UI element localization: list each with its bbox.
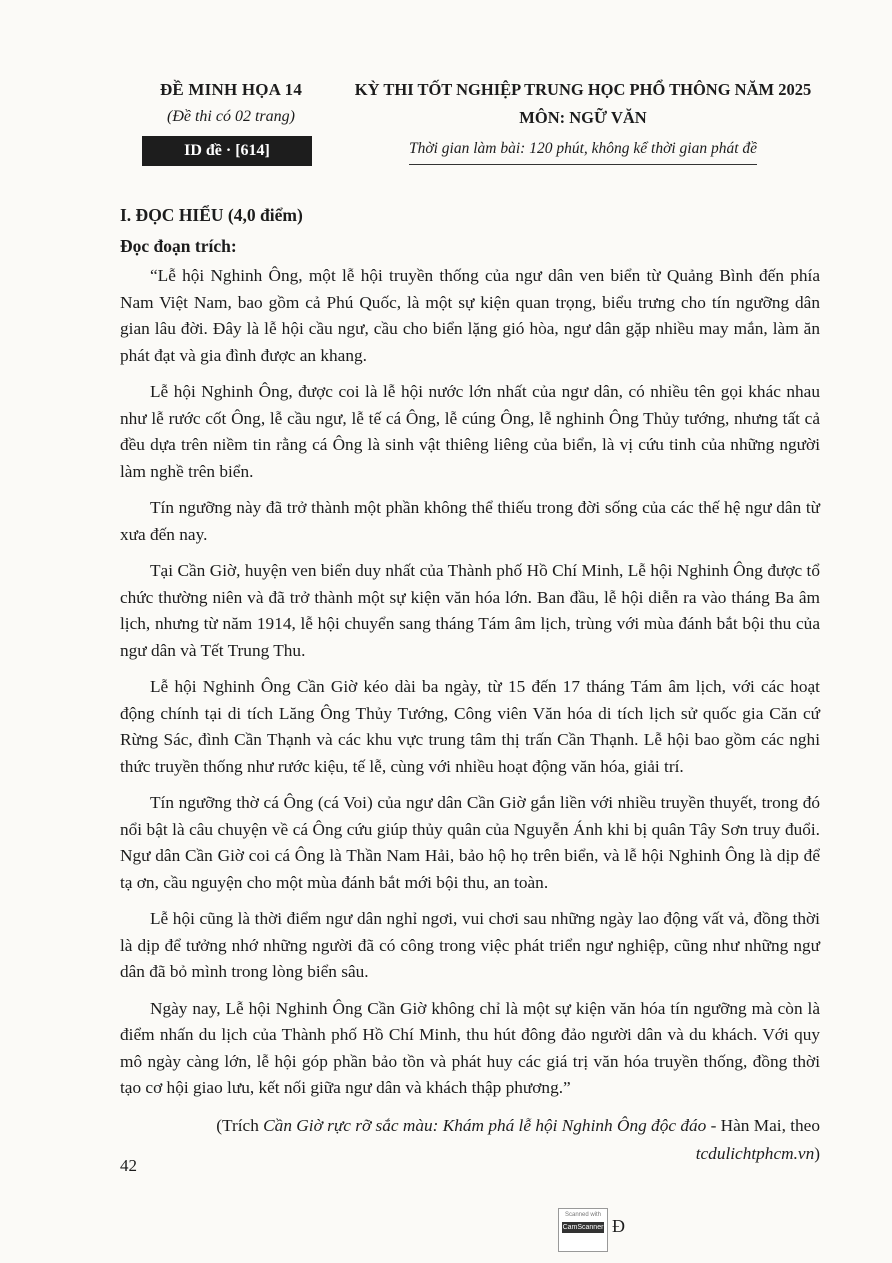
read-passage-label: Đọc đoạn trích: [120,235,237,256]
passage-paragraph: Tín ngưỡng này đã trở thành một phần không thể thiếu trong đời sống của các thế hệ ngư dân từ xưa đến nay. [120,498,820,544]
citation-prefix: (Trích [216,1115,264,1135]
exam-header-left [136,80,326,166]
passage-paragraph: Tại Cần Giờ, huyện ven biển duy nhất của Thành phố Hồ Chí Minh, Lễ hội Nghinh Ông được tổ chức thường niên và đã trở thành một sự kiện văn hóa lớn. Ban đầu, lễ hội diễn ra vào tháng Ba âm lịch, nhưng từ năm 1914, lễ hội chuyển sang tháng Tám âm lịch, trùng với mùa đánh bắt bội thu của ngư dân và Tết Trung Thu. [120,561,820,660]
citation-source: tcdulichtphcm.vn [695,1143,815,1163]
passage-paragraph: Ngày nay, Lễ hội Nghinh Ông Cần Giờ không chỉ là một sự kiện văn hóa tín ngưỡng mà còn là điểm nhấn du lịch của Thành phố Hồ Chí Minh, thu hút đông đảo người dân và du khách. Với quy mô ngày càng lớn, lễ hội góp phần bảo tồn và phát huy các giá trị văn hóa truyền thống, đồng thời tạo cơ hội giao lưu, kết nối giữa ngư dân và khách thập phương.” [120,998,820,1097]
exam-title: KỲ THI TỐT NGHIỆP TRUNG HỌC PHỔ THÔNG NĂM 2025 [354,80,812,99]
passage-paragraph: Lễ hội Nghinh Ông, được coi là lễ hội nước lớn nhất của ngư dân, có nhiều tên gọi khác nhau như lễ rước cốt Ông, lễ cầu ngư, lễ tế cá Ông, lễ cúng Ông, lễ nghinh Ông Thủy tướng, nhưng tất cả đều dựa trên niềm tin rằng cá Ông là sinh vật thiêng liêng của biển, là vị cứu tinh của những người làm nghề trên biển. [120,382,820,481]
citation-title: Cần Giờ rực rỡ sắc màu: Khám phá lễ hội Nghinh Ông độc đáo [263,1115,707,1135]
camscanner-watermark [558,1208,608,1252]
passage-paragraph: “Lễ hội Nghinh Ông, một lễ hội truyền thống của ngư dân ven biển từ Quảng Bình đến phía Nam Việt Nam, bao gồm cả Phú Quốc, là một sự kiện quan trọng, biểu trưng cho tín ngưỡng dân gian lâu đời. Đây là lễ hội cầu ngư, cầu cho biển lặng gió hòa, ngư dân gặp nhiều may mắn, làm ăn phát đạt và gia đình được an khang. [120,266,820,365]
scanner-caption: Scanned with [564,1212,602,1218]
citation-author: - Hàn Mai, theo [706,1115,820,1135]
section-heading: I. ĐỌC HIỂU (4,0 điểm) [120,205,303,225]
source-citation [120,1112,820,1168]
page-number: 42 [120,1156,137,1175]
scanner-logo: CamScanner [562,1224,604,1231]
exam-id-badge: ID đề · [614] [142,136,312,166]
exam-code: ĐỀ MINH HỌA 14 [159,80,303,99]
passage-paragraph: Tín ngưỡng thờ cá Ông (cá Voi) của ngư dân Cần Giờ gắn liền với nhiều truyền thuyết, trong đó nổi bật là câu chuyện về cá Ông cứu giúp thủy quân của Nguyễn Ánh khi bị quân Tây Sơn truy đuổi. Ngư dân Cần Giờ coi cá Ông là Thần Nam Hải, bảo hộ họ trên biển, và lễ hội Nghinh Ông là dịp để tạ ơn, cầu nguyện cho một mùa đánh bắt mới bội thu, an toàn. [120,793,820,892]
passage-paragraph: Lễ hội cũng là thời điểm ngư dân nghỉ ngơi, vui chơi sau những ngày lao động vất vả, đồng thời là dịp để tưởng nhớ những người đã có công trong việc phát triển ngư nghiệp, cũng như những ngư dân đã bỏ mình trong lòng biển sâu. [120,909,820,981]
exam-subject: MÔN: NGỮ VĂN [519,108,647,127]
citation-suffix: ) [814,1143,820,1163]
reading-section [120,202,820,1168]
trailing-glyph: Đ [612,1216,625,1236]
exam-header-right [348,80,818,165]
page-count-note: (Đề thi có 02 trang) [167,108,295,125]
passage-paragraph: Lễ hội Nghinh Ông Cần Giờ kéo dài ba ngày, từ 15 đến 17 tháng Tám âm lịch, với các hoạt động chính tại di tích Lăng Ông Thủy Tướng, Công viên Văn hóa di tích lịch sử quốc gia Căn cứ Rừng Sác, đình Cần Thạnh và các khu vực trung tâm thị trấn Cần Thạnh. Lễ hội bao gồm các nghi thức truyền thống như rước kiệu, tế lễ, cùng với nhiều hoạt động văn hóa, giải trí. [120,677,820,776]
exam-duration: Thời gian làm bài: 120 phút, không kể thời gian phát đề [409,140,757,165]
